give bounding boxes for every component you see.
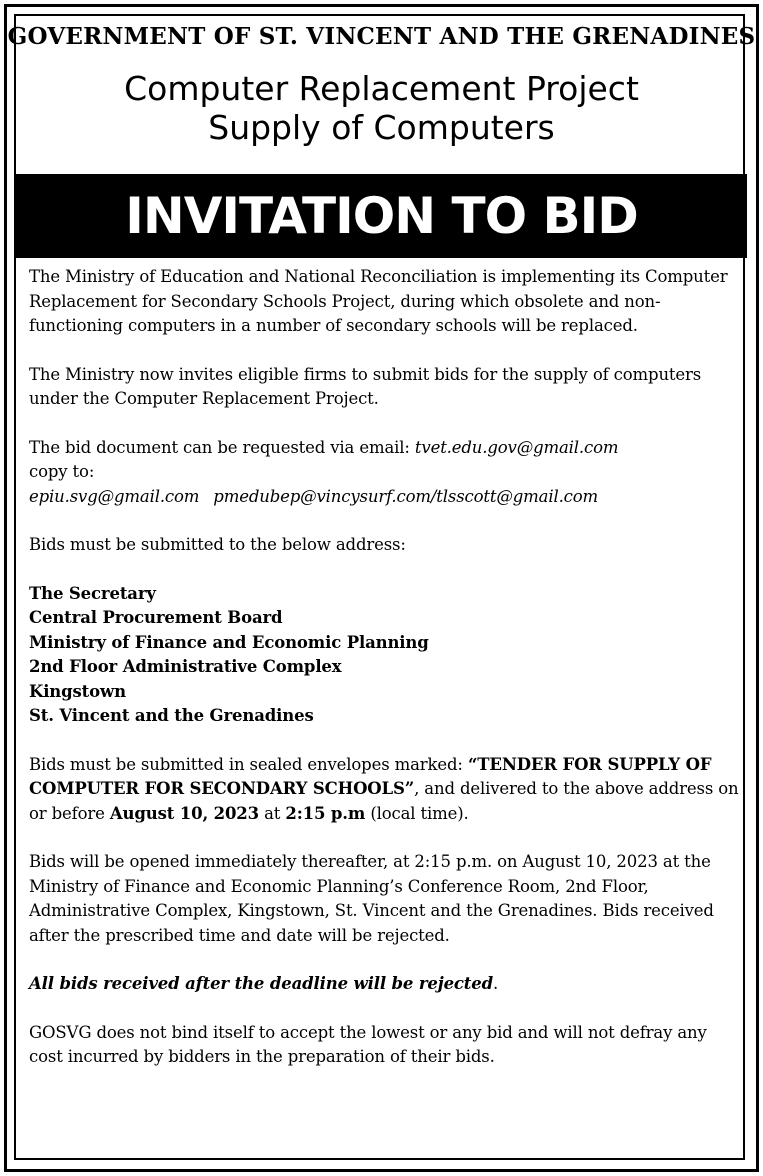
sealed-envelope-paragraph: Bids must be submitted in sealed envelopes marked: “TENDER FOR SUPPLY OF COMPUTER FOR SECONDARY SCHOOLS”, and delivered to the above address on or before August 10, 2023 at 2:15 p.m (local time).: [29, 754, 739, 823]
copy-to-label: copy to:: [29, 462, 95, 481]
rejection-notice: All bids received after the deadline will be rejected.: [29, 974, 499, 993]
notice-body: [29, 265, 741, 1070]
address-line: Ministry of Finance and Economic Planning: [29, 632, 429, 652]
copy-email-link-2[interactable]: pmedubep@vincysurf.com/tlsscott@gmail.com: [213, 486, 599, 506]
deadline-date: August 10, 2023: [109, 803, 259, 823]
invitation-banner: INVITATION TO BID: [16, 174, 747, 258]
intro-paragraph: The Ministry of Education and National Reconciliation is implementing its Computer Replacement for Secondary Schools Project, during which obsolete and non-functioning computers in a number of secondary schools will be replaced.: [29, 267, 728, 335]
request-text: The bid document can be requested via email:: [29, 437, 410, 457]
tender-marking: “TENDER FOR SUPPLY OF COMPUTER FOR SECONDARY SCHOOLS”: [29, 754, 712, 798]
address-line: 2nd Floor Administrative Complex: [29, 657, 342, 676]
request-paragraph: [29, 436, 741, 510]
deadline-time: 2:15 p.m: [285, 803, 366, 823]
government-title: GOVERNMENT OF ST. VINCENT AND THE GRENADINES: [7, 23, 756, 50]
address-line: The Secretary: [29, 583, 156, 603]
opening-paragraph: Bids will be opened immediately thereafter, at 2:15 p.m. on August 10, 2023 at the Ministry of Finance and Economic Planning’s Conference Room, 2nd Floor, Administrative Complex, Kingstown, St. Vincent and the Grenadines. Bids received after the prescribed time and date will be rejected.: [29, 852, 714, 945]
project-title: [0, 69, 763, 147]
address-block: [29, 582, 741, 729]
project-title-line1: Computer Replacement Project: [124, 69, 639, 108]
submission-paragraph: Bids must be submitted to the below address:: [29, 535, 406, 554]
address-line: St. Vincent and the Grenadines: [29, 706, 314, 725]
request-email-link[interactable]: tvet.edu.gov@gmail.com: [414, 437, 619, 457]
address-line: Kingstown: [29, 681, 126, 701]
project-title-line2: Supply of Computers: [208, 108, 555, 147]
invitation-paragraph: The Ministry now invites eligible firms to submit bids for the supply of computers under the Computer Replacement Project.: [29, 364, 702, 408]
disclaimer-paragraph: GOSVG does not bind itself to accept the lowest or any bid and will not defray any cost incurred by bidders in the preparation of their bids.: [29, 1022, 707, 1066]
copy-email-link-1[interactable]: epiu.svg@gmail.com: [29, 486, 200, 506]
address-line: Central Procurement Board: [29, 608, 283, 627]
